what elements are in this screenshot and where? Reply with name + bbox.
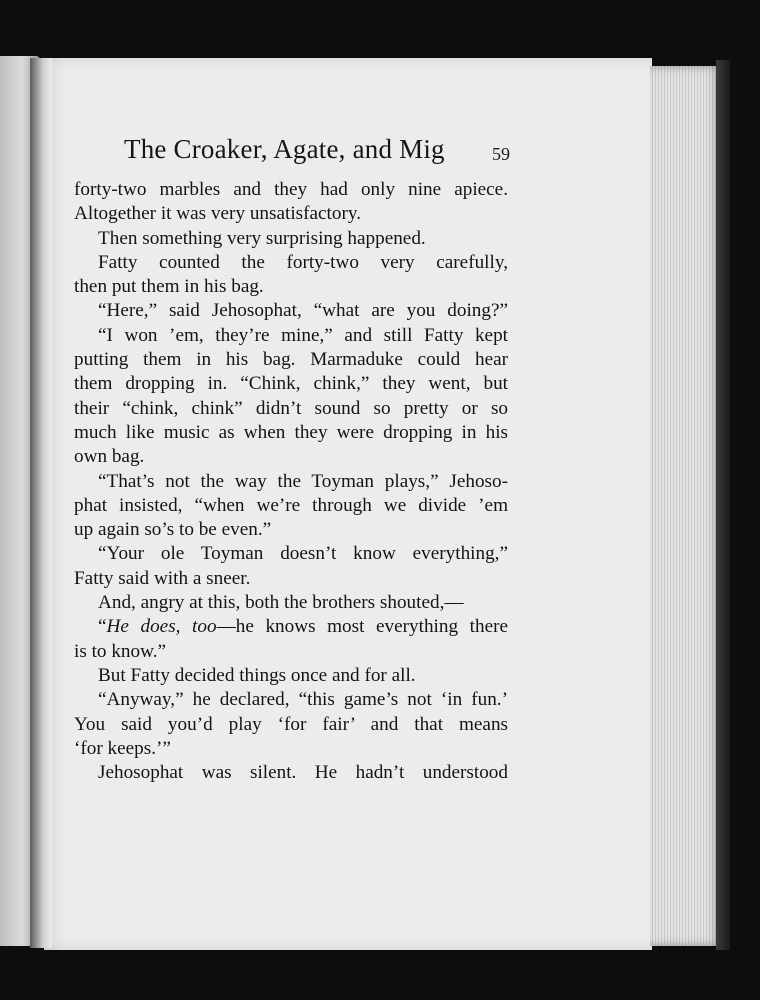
text-line: up again so’s to be even.”	[74, 519, 272, 541]
text-line-rest: —he knows most everything there	[216, 616, 508, 638]
text-line: And, angry at this, both the brothers shouted,—	[98, 592, 464, 614]
text-line: “Anyway,” he declared, “this game’s not ‘in fun.’	[98, 689, 508, 711]
text-line	[74, 615, 508, 639]
text-line-italic: He does, too	[106, 616, 217, 638]
text-line-quote: “	[98, 616, 107, 638]
text-line: own bag.	[74, 446, 145, 468]
text-line: is to know.”	[74, 640, 167, 662]
text-line: forty-two marbles and they had only nine apiece.	[74, 179, 508, 200]
text-line: ‘for keeps.’”	[74, 737, 171, 759]
page-number: 59	[492, 144, 510, 164]
text-line: “Here,” said Jehosophat, “what are you doing?”	[98, 300, 508, 322]
text-line: Fatty counted the forty-two very carefully,	[98, 251, 508, 273]
running-head-title: The Croaker, Agate, and Mig	[124, 134, 445, 164]
text-line: “I won ’em, they’re mine,” and still Fatty kept	[98, 324, 508, 346]
running-head	[44, 130, 652, 170]
text-line: You said you’d play ‘for fair’ and that means	[74, 713, 508, 735]
page-block-edges	[650, 66, 722, 946]
text-line: putting them in his bag. Marmaduke could hear	[74, 349, 508, 371]
text-line: phat insisted, “when we’re through we divide ’em	[74, 494, 508, 516]
body-text	[74, 178, 508, 785]
text-line: then put them in his bag.	[74, 276, 264, 298]
text-line: Jehosophat was silent. He hadn’t understood	[98, 762, 508, 784]
book-gutter	[30, 58, 52, 948]
text-line: them dropping in. “Chink, chink,” they went, but	[74, 373, 508, 395]
text-line: “That’s not the way the Toyman plays,” Jehoso-	[98, 470, 508, 492]
text-line: Then something very surprising happened.	[98, 227, 426, 249]
text-line: their “chink, chink” didn’t sound so pretty or so	[74, 397, 508, 419]
text-line: Fatty said with a sneer.	[74, 567, 251, 589]
cover-edge	[716, 60, 730, 950]
text-line: Altogether it was very unsatisfactory.	[74, 203, 362, 225]
text-line: But Fatty decided things once and for all.	[98, 664, 416, 686]
text-line: much like music as when they were dropping in his	[74, 421, 508, 443]
text-line: “Your ole Toyman doesn’t know everything,”	[98, 543, 508, 565]
